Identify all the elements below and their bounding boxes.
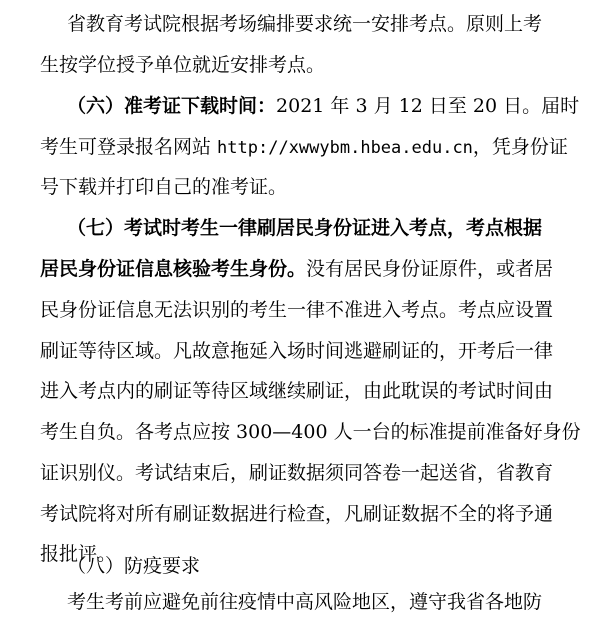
section-7-line-2	[40, 255, 580, 283]
section-6-line-3: 号下载并打印自己的准考证。	[40, 176, 288, 198]
section-7-line-8: 考试院将对所有刷证数据进行检查，凡刷证数据不全的将予通	[40, 503, 554, 525]
section-6-website-intro: 考生可登录报名网站	[40, 136, 218, 158]
section-6-line-1	[67, 92, 600, 120]
section-7-line-4: 刷证等待区域。凡故意拖延入场时间逃避刷证的，开考后一律	[40, 340, 554, 362]
section-6-heading: （六）准考证下载时间：	[67, 95, 277, 117]
section-6-id-card: ，凭身份证	[472, 136, 568, 158]
section-6-dates: 2021 年 3 月 12 日至 20 日。届时	[276, 95, 580, 117]
section-8-line-1: 考生考前应避免前往疫情中高风险地区，遵守我省各地防	[67, 591, 543, 613]
paragraph-exam-site-line-2: 生按学位授予单位就近安排考点。	[40, 54, 326, 76]
paragraph-exam-site-line-1: 省教育考试院根据考场编排要求统一安排考点。原则上考	[67, 13, 543, 35]
section-7-line-3: 民身份证信息无法识别的考生一律不准进入考点。考点应设置	[40, 299, 554, 321]
section-7-heading-end: 居民身份证信息核验考生身份。	[40, 258, 307, 280]
section-8-heading: （八）防疫要求	[67, 555, 201, 577]
section-7-line-6: 考生自负。各考点应按 300—400 人一台的标准提前准备好身份	[40, 421, 581, 443]
registration-website-url: http://xwwybm.hbea.edu.cn	[217, 138, 473, 158]
section-7-line-7: 证识别仪。考试结束后，刷证数据须同答卷一起送省，省教育	[40, 462, 554, 484]
section-7-line-5: 进入考点内的刷证等待区域继续刷证，由此耽误的考试时间由	[40, 380, 554, 402]
section-7-line-1: （七）考试时考生一律刷居民身份证进入考点，考点根据	[67, 217, 543, 239]
section-7-line-2-rest: 没有居民身份证原件，或者居	[306, 258, 554, 280]
section-6-line-2	[40, 133, 580, 162]
section-7-line-9: 报批评。	[40, 543, 117, 565]
